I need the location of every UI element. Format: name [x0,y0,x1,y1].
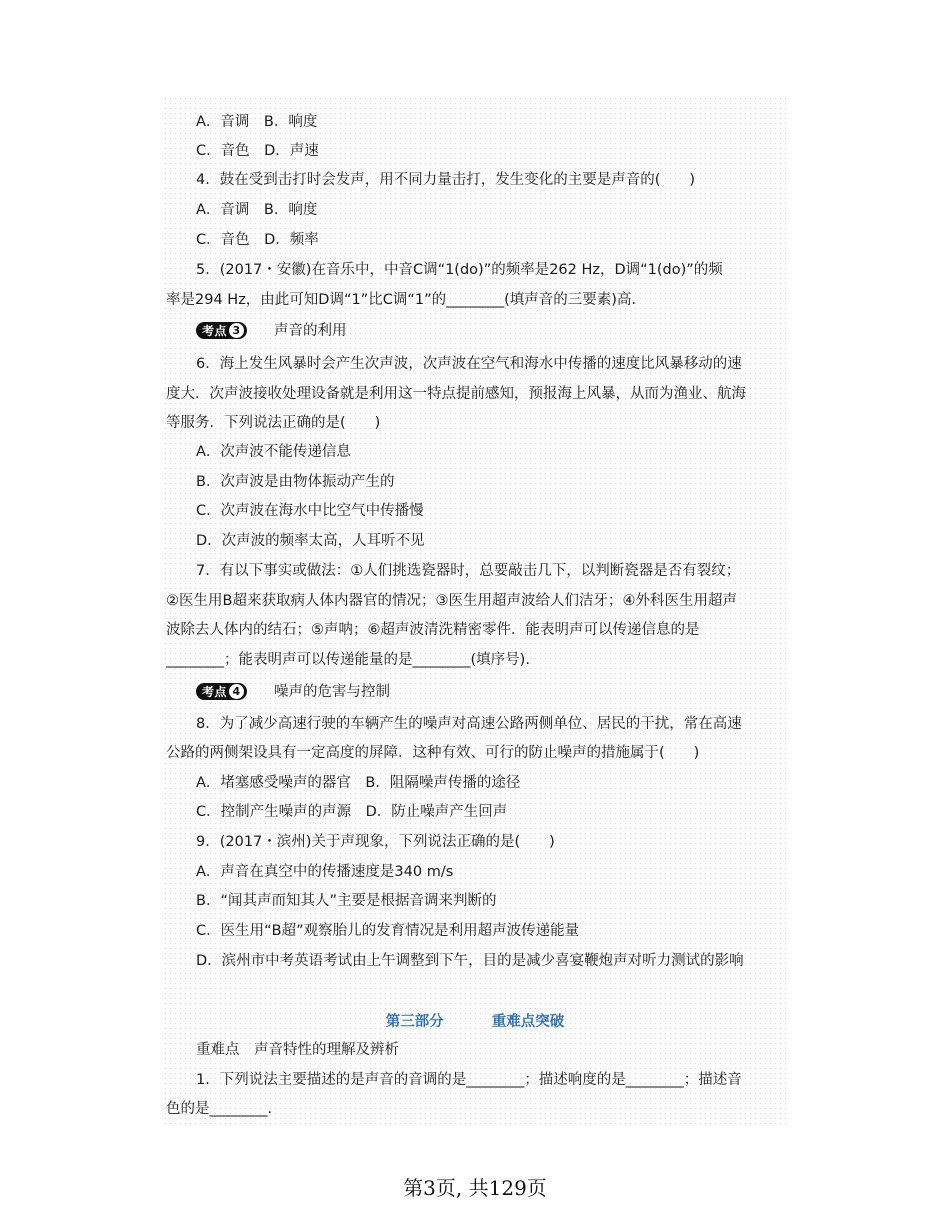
page-content [163,96,788,1126]
key-question-1: 1．下列说法主要描述的是声音的音调的是________；描述响度的是________；描述音 [196,1072,742,1088]
page-footer: 第3页, 共129页 [403,1176,547,1200]
option-line: D．滨州市中考英语考试由上午调整到下午，目的是减少喜宴鞭炮声对听力测试的影响 [196,953,744,969]
question-7-cont: ________；能表明声可以传递能量的是________(填序号). [166,652,530,668]
question-8-cont: 公路的两侧架设具有一定高度的屏障．这种有效、可行的防止噪声的措施属于( ) [166,745,700,761]
key-question-1-cont: 色的是________. [166,1101,273,1117]
question-9: 9．(2017・滨州)关于声现象，下列说法正确的是( ) [196,834,555,850]
kaodian-title-3: 声音的利用 [274,323,347,339]
question-4: 4．鼓在受到击打时会发声，用不同力量击打，发生变化的主要是声音的( ) [196,172,696,188]
section-title: 重难点突破 [491,1014,565,1030]
option-line: C．控制产生噪声的声源 D．防止噪声产生回声 [196,804,508,820]
question-5: 5．(2017・安徽)在音乐中，中音C调“1(do)”的频率是262 Hz，D调“1(do)”的频 [196,262,723,278]
option-line: A．音调 B．响度 [196,114,318,130]
key-point-heading: 重难点 声音特性的理解及辨析 [196,1042,399,1058]
option-line: C．音色 D．频率 [196,232,319,248]
question-7: 7．有以下事实或做法：①人们挑选瓷器时，总要敲击几下，以判断瓷器是否有裂纹； [196,563,741,579]
option-line: C．音色 D．声速 [196,143,319,159]
option-line: B．“闻其声而知其人”主要是根据音调来判断的 [196,893,497,909]
option-line: A．堵塞感受噪声的器官 B．阻隔噪声传播的途径 [196,775,521,791]
question-7-cont: 波除去人体内的结石；⑤声呐；⑥超声波清洗精密零件．能表明声可以传递信息的是 [166,622,700,638]
question-7-cont: ②医生用B超来获取病人体内器官的情况；③医生用超声波给人们洁牙；④外科医生用超声 [166,593,737,609]
question-5-cont: 率是294 Hz，由此可知D调“1”比C调“1”的________(填声音的三要素)高. [166,292,637,308]
option-line: C．医生用“B超”观察胎儿的发育情况是利用超声波传递能量 [196,923,580,939]
question-6-cont: 等服务．下列说法正确的是( ) [166,415,381,431]
question-6-cont: 度大．次声波接收处理设备就是利用这一特点提前感知，预报海上风暴，从而为渔业、航海 [166,386,746,402]
kaodian-badge-3: 考点 3 [196,321,247,340]
option-line: A．次声波不能传递信息 [196,444,351,460]
question-8: 8．为了减少高速行驶的车辆产生的噪声对高速公路两侧单位、居民的干扰，常在高速 [196,716,742,732]
option-line: C．次声波在海水中比空气中传播慢 [196,503,424,519]
kaodian-badge-4: 考点 4 [196,682,247,701]
option-line: A．声音在真空中的传播速度是340 m/s [196,864,454,880]
option-line: B．次声波是由物体振动产生的 [196,474,395,490]
question-6: 6．海上发生风暴时会产生次声波，次声波在空气和海水中传播的速度比风暴移动的速 [196,356,742,372]
option-line: A．音调 B．响度 [196,202,318,218]
section-heading [0,1010,950,1031]
option-line: D．次声波的频率太高，人耳听不见 [196,533,425,549]
kaodian-title-4: 噪声的危害与控制 [274,684,390,700]
section-part: 第三部分 [385,1014,444,1030]
